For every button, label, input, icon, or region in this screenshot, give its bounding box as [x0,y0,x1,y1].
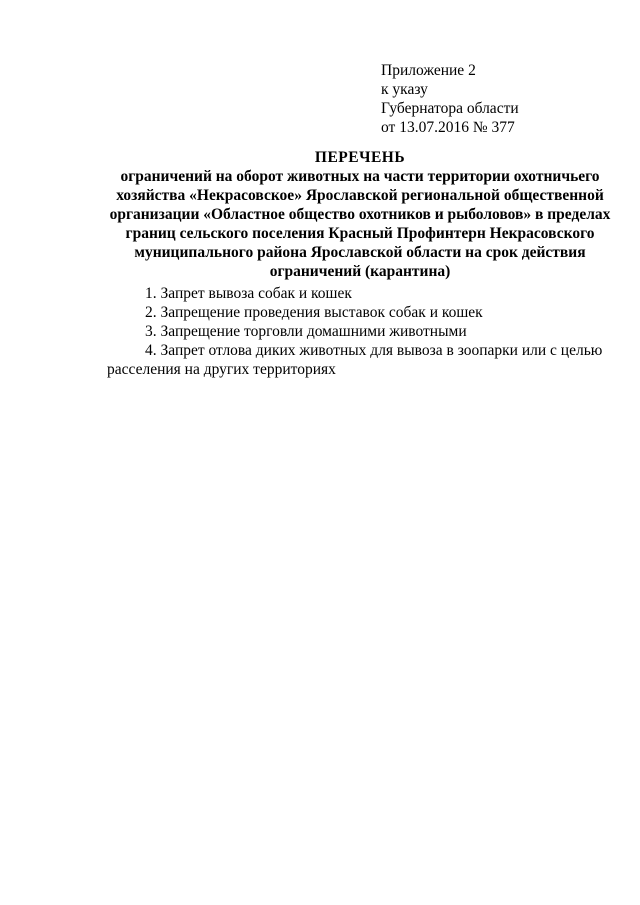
appendix-number: Приложение 2 [381,62,476,79]
subtitle-line: организации «Областное общество охотников и рыболовов» в пределах [109,206,611,223]
subtitle-line: хозяйства «Некрасовское» Ярославской региональной общественной [116,187,604,204]
list-item: 4. Запрет отлова диких животных для вывоза в зоопарки или с целью [145,342,603,359]
subtitle-line: муниципального района Ярославской области на срок действия [134,244,586,261]
list-item: 2. Запрещение проведения выставок собак и кошек [145,304,483,321]
restrictions-list [107,284,607,379]
appendix-authority: Губернатора области [381,100,519,117]
list-item: 1. Запрет вывоза собак и кошек [145,285,352,302]
document-subtitle [90,167,630,281]
appendix-block [381,61,519,137]
subtitle-line: ограничений (карантина) [269,263,451,280]
list-item: 3. Запрещение торговли домашними животными [145,323,467,340]
subtitle-line: границ сельского поселения Красный Профинтерн Некрасовского [125,225,595,242]
document-title: ПЕРЕЧЕНЬ [314,149,406,166]
appendix-date: от 13.07.2016 № 377 [381,119,515,136]
document-heading [90,148,630,281]
subtitle-line: ограничений на оборот животных на части территории охотничьего [120,168,600,185]
list-item-continuation: расселения на других территориях [107,361,336,378]
appendix-reference: к указу [381,81,428,98]
